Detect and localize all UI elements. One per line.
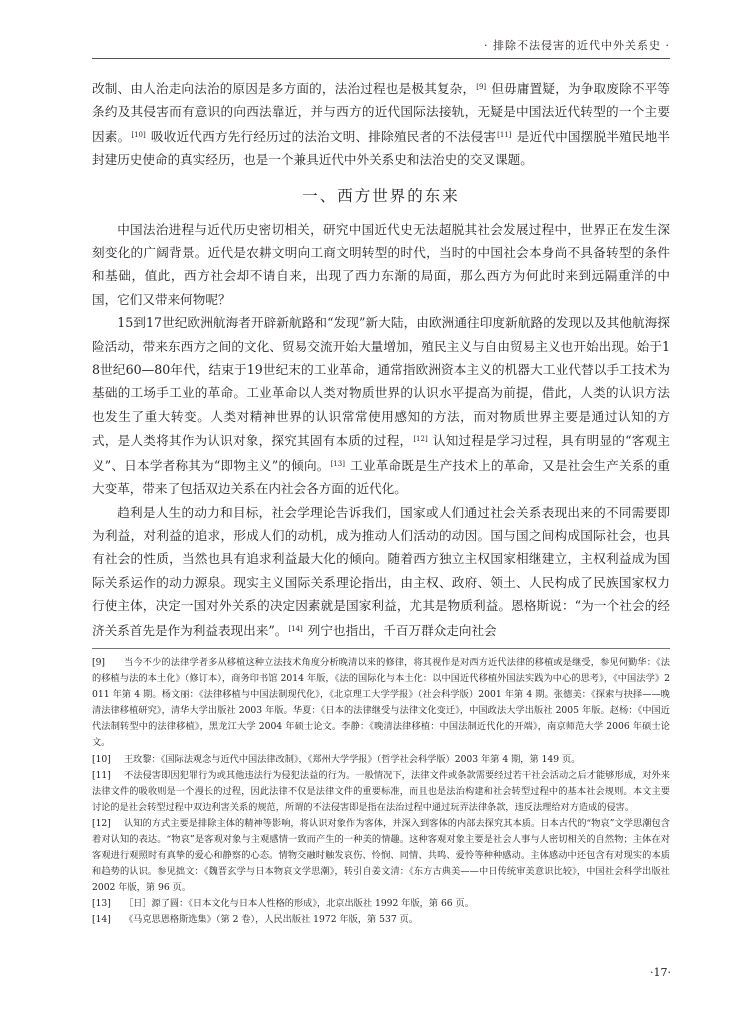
text-run: 趋利是人生的动力和目标，社会学理论告诉我们，国家或人们通过社会关系表现出来的不同需要即为利益，对利益的追求，形成人们的动机，成为推动人们活动的动因。国与国之间构成国际社会，也具有社会的性质，当然也具有追求利益最大化的倾向。随着西方独立主权国家相继建立，主权利益成为国际关系运作的动力源泉。现实主义国际关系理论指出，由主权、政府、领土、人民构成了民族国家权力行使主体，决定一国对外关系的决定因素就是国家利益，尤其是物质利益。恩格斯说：“为一个社会的经济关系首先是作为利益表现出来”。 — [92, 504, 670, 638]
text-run: 改制、由人治走向法治的原因是多方面的，法治过程也是极其复杂， — [92, 81, 476, 96]
footnote-text: ［日］源了圆：《日本文化与日本人性格的形成》，北京出版社 1992 年版，第 66 页。 — [124, 898, 474, 910]
footnote-ref-12: [12] — [413, 435, 428, 444]
running-title: · 排除不法侵害的近代中外关系史 · — [484, 39, 670, 52]
section-heading: 一、西方世界的东来 — [302, 186, 460, 205]
body-paragraph-4 — [92, 501, 670, 642]
footnote-ref-10: [10] — [131, 130, 146, 139]
footnote-12 — [92, 816, 670, 896]
footnote-ref-11: [11] — [497, 130, 512, 139]
page-number: ·17· — [650, 966, 671, 979]
text-run: 是近代中国摆脱半殖民地半封建历史使命的真实经历，也是一个兼具近代中外关系史和法治史的交叉课题。 — [92, 128, 670, 168]
footnote-13 — [92, 896, 670, 912]
footnote-11 — [92, 768, 670, 816]
body-paragraph-2: 中国法治进程与近代历史密切相关，研究中国近代史无法超脱其社会发展过程中，世界正在发生深刻变化的广阔背景。近代是农耕文明向工商文明转型的时代，当时的中国社会本身尚不具备转型的条件和基础，值此，西方社会却不请自来，出现了西力东渐的局面，那么西方为何此时来到远隔重洋的中国，它们又带来何物呢？ — [92, 221, 670, 307]
text-run: 吸收近代西方先行经历过的法治文明、排除殖民者的不法侵害 — [146, 128, 497, 144]
text-run: 工业革命既是生产技术上的革命，又是社会生产关系的重大变革，带来了包括双边关系在内社会各方面的近代化。 — [92, 457, 670, 497]
footnote-number: [12] — [92, 817, 111, 829]
footnote-divider — [92, 648, 670, 649]
text-run: 认知过程是学习过程，具有明显的“客观主义”、日本学者称其为“即物主义”的倾向。 — [92, 433, 670, 473]
footnote-text: 王玫黎：《国际法观念与近代中国法律改制》，《郑州大学学报》（哲学社会科学版）2003 年第 4 期，第 149 页。 — [124, 753, 581, 765]
text-run: 列宁也指出，千百万群众走向社会 — [303, 622, 497, 638]
body-paragraph-3 — [92, 311, 670, 500]
page-content — [92, 76, 670, 929]
footnote-ref-13: [13] — [330, 459, 345, 468]
footnote-text: 认知的方式主要是排除主体的精神等影响，将认识对象作为客体，并深入到客体的内部去探究其本质。日本古代的“物哀”文学思潮包含着对认知的表达。“物哀”是客观对象与主观感情一致而产生的一种美的情趣。这种客观对象主要是社会人事与人密切相关的自然物；主体在对客观进行观照时有真挚的爱心和静察的心态。情物交融时触发哀伤、怜悯、同情、共鸣、爱怜等种种感动。主体感动中还包含有对现实的本质和趋势的认识。参见拙文：《魏晋玄学与日本物哀文学思潮》，转引自姜文清：《东方古典美——中日传统审美意识比较》，中国社会科学出版社 2002 年版，第 96 页。 — [92, 817, 670, 894]
running-header — [92, 36, 670, 59]
footnote-text: 《马克思恩格斯选集》（第 2 卷），人民出版社 1972 年版，第 537 页。 — [124, 914, 418, 926]
text-run: 15到17世纪欧洲航海者开辟新航路和“发现”新大陆，由欧洲通往印度新航路的发现以及其他航海探险活动，带来东西方之间的文化、贸易交流开始大量增加，殖民主义与自由贸易主义也开始出现。始于18世纪60—80年代，结束于19世纪末的工业革命，通常指欧洲资本主义的机器大工业代替以手工技术为基础的工场手工业的革命。工业革命以人类对物质世界的认识水平提高为前提，借此，人类的认识方法也发生了重大转变。人类对精神世界的认识常常使用感知的方法，而对物质世界主要是通过认知的方式，是人类将其作为认识对象，探究其固有本质的过程， — [92, 315, 670, 449]
footnote-number: [11] — [92, 769, 111, 781]
footnote-number: [14] — [92, 914, 111, 926]
footnote-number: [13] — [92, 898, 111, 910]
footnote-number: [10] — [92, 753, 111, 765]
footnote-text: 不法侵害即因犯罪行为或其他违法行为侵犯法益的行为。一般情况下，法律文件或条款需要经过若干社会活动之后才能够形成，对外来法律文件的吸收则是一个漫长的过程，因此法律不仅是法律文件的重要标准，而且也是法治构建和社会转型过程中的基本社会规则。本文主要讨论的是社会转型过程中双边利害关系的规范，所谓的不法侵害即是指在法治过程中通过玩弄法律条款，违反法理给对方造成的侵害。 — [92, 769, 670, 813]
body-paragraph-1 — [92, 76, 670, 172]
footnote-ref-9: [9] — [476, 83, 487, 91]
footnote-9 — [92, 655, 670, 752]
footnote-14 — [92, 912, 670, 928]
text-run: 但毋庸置疑，为争取废除不平等条约及其侵害而有意识的向西法靠近，并与西方的近代国际法接轨，无疑是中国法近代转型的一个主要因素。 — [92, 81, 670, 144]
footnote-10 — [92, 752, 670, 768]
footnote-number: [9] — [92, 656, 106, 668]
footnotes — [92, 655, 670, 929]
footnote-ref-14: [14] — [288, 624, 303, 633]
footnote-text: 当今不少的法律学者多从移植这种立法技术角度分析晚清以来的修律，将其视作是对西方近代法律的移植或是继受，参见何勤华：《法的移植与法的本土化》（修订本），商务印书馆 2014 年版，《法的国际化与本土化：以中国近代移植外国法实践为中心的思考》，《中国法学》2011 年第 4 期。杨文丽：《法律移植与中国法制现代化》，《北京理工大学学报》（社会科学版）2001 年第 4 期。张德美：《探索与抉择——晚清法律移植研究》，清华大学出版社 2003 年版。华夏：《日本的法律继受与法律文化变迁》，中国政法大学出版社 2005 年版。赵杨：《中国近代法制转型中的法律移植》，黑龙江大学 2004 年硕士论文。李静：《晚清法律移植：中国法制近代化的开端》，南京师范大学 2006 年硕士论文。 — [92, 656, 670, 749]
